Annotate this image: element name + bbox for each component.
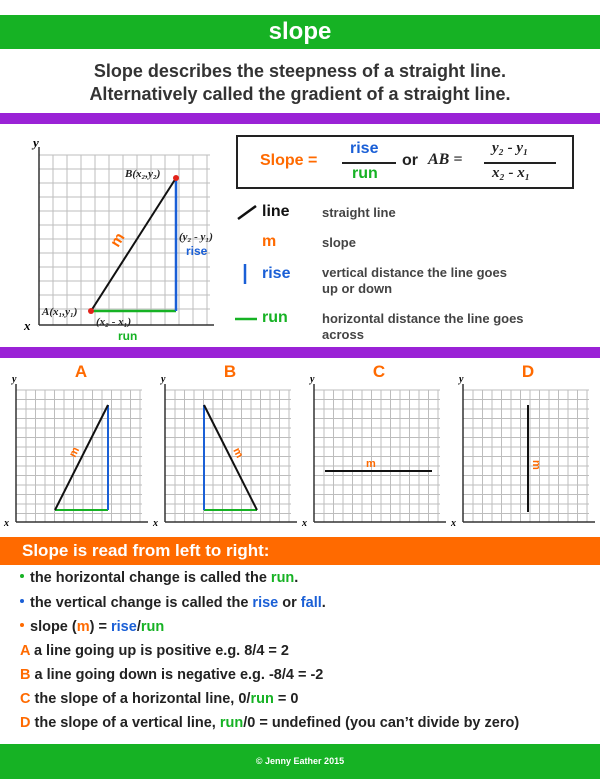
- rule-run: [20, 570, 298, 586]
- graph-c-grid: [314, 390, 440, 522]
- graph-d-y-label: y: [459, 374, 464, 385]
- rule-d-run: run: [219, 715, 244, 731]
- rule-d-result: /0 = undefined (you can’t divide by zero): [243, 715, 520, 731]
- rule-b: [20, 667, 323, 683]
- graph-c: [300, 374, 448, 530]
- rule-slope-m: m: [76, 619, 90, 635]
- divider-middle: [0, 347, 600, 358]
- graph-d-grid: [463, 390, 589, 522]
- rule-rise-or: or: [278, 595, 301, 611]
- main-m-label: m: [106, 229, 129, 251]
- legend-desc-m: slope: [322, 235, 356, 250]
- legend-desc-rise-1: vertical distance the line goes: [322, 265, 507, 280]
- read-heading: Slope is read from left to right:: [0, 537, 600, 565]
- formula-run: run: [352, 165, 378, 182]
- bullet-dot-icon: [20, 623, 24, 627]
- rise-expr-label: (y₂ - y₁): [179, 231, 213, 243]
- rule-slope-text: slope (: [30, 619, 77, 635]
- bullet-dot-icon: [20, 574, 24, 578]
- rule-run-word: run: [270, 570, 295, 586]
- divider-top: [0, 113, 600, 124]
- formula-fraction-bar-2: [484, 162, 556, 164]
- graph-c-letter: C: [372, 362, 386, 381]
- legend-term-m: m: [262, 233, 277, 250]
- graph-d-x-label: x: [451, 518, 456, 529]
- legend-desc-line: straight line: [322, 205, 396, 220]
- graph-a-x-label: x: [4, 518, 9, 529]
- graph-b-letter: B: [223, 362, 237, 381]
- intro-line-1: Slope describes the steepness of a straight line.: [93, 61, 507, 81]
- graph-b-x-label: x: [153, 518, 158, 529]
- graph-d-letter: D: [521, 362, 535, 381]
- rule-d: [20, 715, 519, 731]
- formula-or: or: [402, 152, 418, 169]
- footer-copyright: © Jenny Eather 2015: [0, 744, 600, 779]
- formula-fraction-bar-1: [342, 162, 396, 164]
- run-label: run: [118, 329, 138, 343]
- slope-line: [91, 178, 176, 311]
- diagonal-line-icon: [236, 203, 258, 221]
- main-graph: [0, 125, 235, 347]
- rule-slope-run: run: [140, 619, 165, 635]
- rule-c: [20, 691, 298, 707]
- formula-denominator: x₂ - x₁: [492, 165, 530, 181]
- rise-label: rise: [186, 244, 208, 258]
- intro-text: [0, 60, 600, 106]
- rule-rise-text: the vertical change is called the: [30, 595, 253, 611]
- intro-line-2: Alternatively called the gradient of a straight line.: [89, 84, 511, 104]
- formula-numerator: y₂ - y₁: [492, 140, 529, 156]
- vertical-line-icon: [242, 263, 248, 285]
- rule-fall-word: fall: [300, 595, 322, 611]
- point-b-marker: [173, 175, 179, 181]
- legend-term-line: line: [262, 203, 290, 220]
- graph-a-y-label: y: [12, 374, 17, 385]
- rule-slope-rise: rise: [111, 619, 137, 635]
- formula-rise: rise: [350, 140, 379, 157]
- legend-term-rise: rise: [262, 265, 291, 282]
- graph-d: [449, 374, 597, 530]
- rule-slope-slash: /: [136, 619, 141, 635]
- graph-d-m-label: m: [530, 460, 542, 470]
- rule-a-text: a line going up is positive e.g. 8/4 = 2: [29, 643, 289, 659]
- point-a-label: A(x₁,y₁): [42, 306, 78, 318]
- graph-c-m-label: m: [366, 458, 376, 470]
- rule-a-letter: A: [20, 643, 30, 659]
- legend-desc-run-1: horizontal distance the line goes: [322, 311, 524, 326]
- formula-box: [236, 135, 574, 189]
- rule-d-text: the slope of a vertical line,: [30, 715, 220, 731]
- rule-a: [20, 643, 289, 659]
- legend-desc-run-2: across: [322, 327, 364, 342]
- formula-slope-word: Slope =: [260, 152, 318, 169]
- rule-rise-period: .: [321, 595, 326, 611]
- horizontal-line-icon: [234, 316, 258, 322]
- rule-b-letter: B: [20, 667, 31, 683]
- rule-rise-word: rise: [252, 595, 279, 611]
- page-title: slope: [0, 15, 600, 49]
- main-y-label: y: [33, 135, 39, 150]
- point-a-marker: [88, 308, 94, 314]
- rule-run-period: .: [294, 570, 299, 586]
- graph-a-m-label: m: [66, 445, 83, 460]
- rule-c-letter: C: [20, 691, 31, 707]
- graph-b-m-label: m: [230, 445, 246, 461]
- graph-a-letter: A: [74, 362, 88, 381]
- rule-c-result: = 0: [273, 691, 299, 707]
- rule-b-text: a line going down is negative e.g. -8/4 = -2: [30, 667, 324, 683]
- rule-run-text: the horizontal change is called the: [30, 570, 271, 586]
- graph-b-y-label: y: [161, 374, 166, 385]
- bullet-dot-icon: [20, 599, 24, 603]
- rule-slope-eq: ) =: [89, 619, 111, 635]
- rule-d-letter: D: [20, 715, 31, 731]
- rule-rise: [20, 595, 326, 611]
- graph-b-grid: [165, 390, 291, 522]
- rule-slope: [20, 619, 164, 635]
- run-expr-label: (x₂ - x₁): [96, 316, 132, 328]
- point-b-label: B(x₂,y₂): [125, 168, 161, 180]
- graph-c-x-label: x: [302, 518, 307, 529]
- main-x-label: x: [24, 318, 31, 333]
- formula-ab: AB =: [428, 151, 463, 168]
- legend-term-run: run: [262, 309, 288, 326]
- rule-c-run: run: [250, 691, 274, 707]
- legend-desc-rise-2: up or down: [322, 281, 393, 296]
- rule-c-text: the slope of a horizontal line, 0/: [30, 691, 251, 707]
- graph-c-y-label: y: [310, 374, 315, 385]
- graph-b: [151, 374, 299, 530]
- graph-a: [2, 374, 150, 530]
